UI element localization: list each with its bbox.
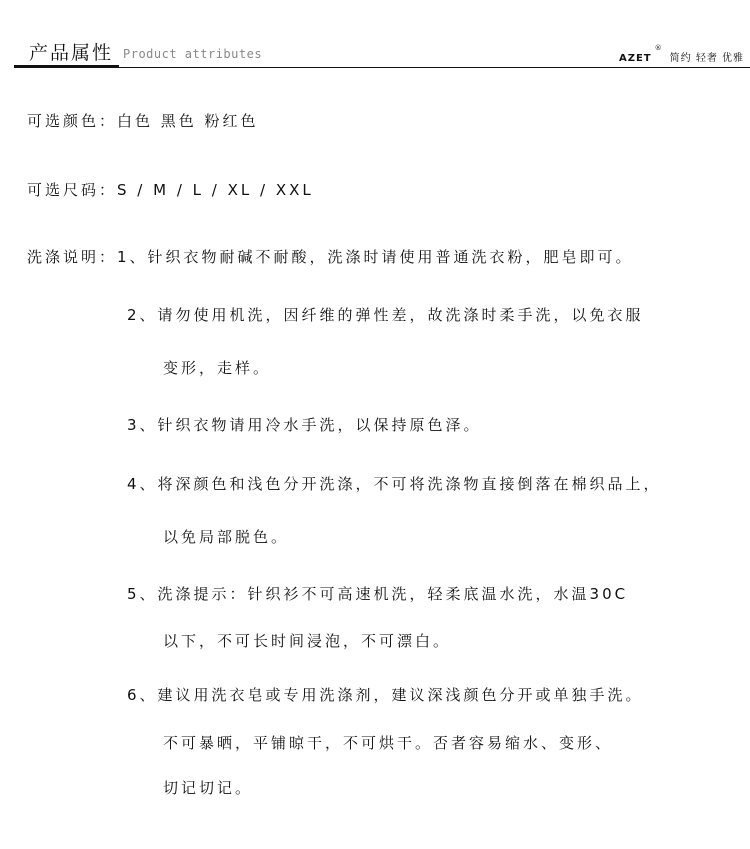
section-subtitle: Product attributes [123, 47, 263, 61]
brand-slogan: 简约 轻奢 优雅 [669, 53, 744, 64]
wash-line: 以下，不可长时间浸泡，不可漂白。 [163, 632, 452, 650]
header-rule [14, 67, 750, 68]
section-title: 产品属性 [29, 42, 114, 64]
wash-line: 1、针织衣物耐碱不耐酸，洗涤时请使用普通洗衣粉，肥皂即可。 [117, 248, 634, 266]
wash-line: 切记切记。 [163, 779, 254, 797]
wash-line: 变形，走样。 [163, 359, 272, 377]
size-value: S / M / L / XL / XXL [117, 181, 314, 199]
size-label: 可选尺码： [27, 181, 118, 199]
attribute-size [27, 179, 314, 200]
wash-line: 2、请勿使用机洗，因纤维的弹性差，故洗涤时柔手洗，以免衣服 [127, 306, 644, 324]
brand-name: AZET [618, 53, 652, 64]
brand-tagline [618, 44, 744, 64]
attribute-color [27, 110, 259, 131]
wash-line: 6、建议用洗衣皂或专用洗涤剂，建议深浅颜色分开或单独手洗。 [127, 686, 644, 704]
section-header [0, 0, 750, 70]
wash-line: 5、洗涤提示：针织衫不可高速机洗，轻柔底温水洗，水温30C [127, 585, 629, 603]
wash-line: 4、将深颜色和浅色分开洗涤，不可将洗涤物直接倒落在棉织品上， [127, 475, 662, 493]
color-value: 白色 黑色 粉红色 [117, 112, 259, 130]
wash-line: 以免局部脱色。 [163, 528, 290, 546]
attribute-wash [27, 246, 634, 267]
wash-line: 3、针织衣物请用冷水手洗，以保持原色泽。 [127, 416, 482, 434]
wash-line: 不可暴晒，平铺晾干，不可烘干。否者容易缩水、变形、 [163, 734, 614, 752]
color-label: 可选颜色： [27, 112, 118, 130]
registered-mark: ® [654, 44, 662, 52]
wash-label: 洗涤说明： [27, 248, 118, 266]
